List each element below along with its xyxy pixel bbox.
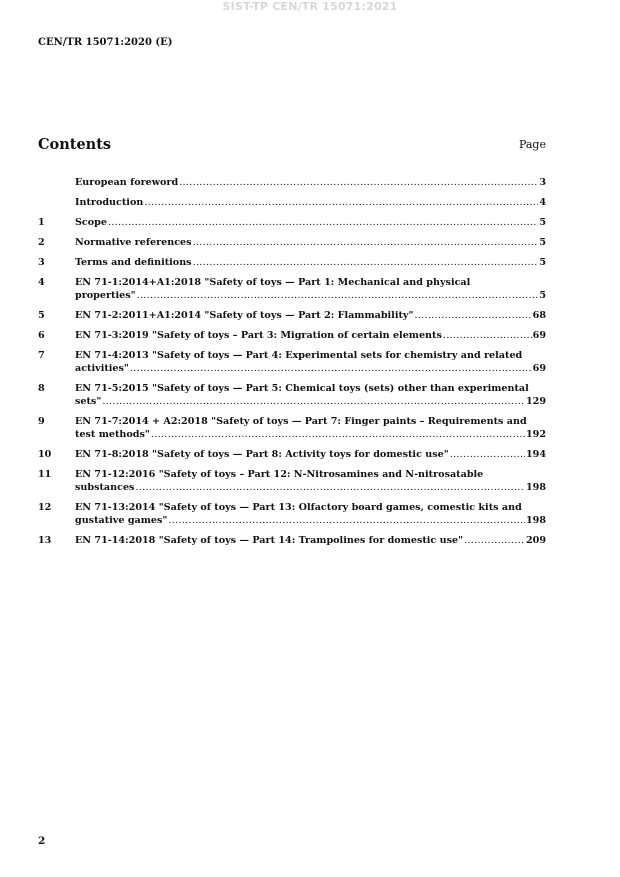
toc-title: Introduction xyxy=(75,197,144,208)
toc-title-line: EN 71-7:2014 + A2:2018 "Safety of toys — Part 7: Finger paints – Requirements and xyxy=(75,416,527,427)
leader-dots xyxy=(137,289,539,302)
leader-dots xyxy=(443,329,532,342)
toc-title-line: EN 71-4:2013 "Safety of toys — Part 4: Experimental sets for chemistry and related xyxy=(75,350,523,361)
toc-entry-en71-8[interactable] xyxy=(38,448,546,461)
toc-number: 3 xyxy=(38,257,45,268)
leader-dots xyxy=(193,256,539,269)
leader-dots xyxy=(108,216,538,229)
toc-number: 1 xyxy=(38,217,45,228)
toc-entry-en71-4[interactable] xyxy=(38,349,546,375)
toc-number: 10 xyxy=(38,449,52,460)
toc-page: 198 xyxy=(525,515,546,526)
toc-entry-introduction[interactable] xyxy=(38,196,546,209)
toc-number: 12 xyxy=(38,502,52,513)
toc-page: 4 xyxy=(539,197,546,208)
toc-page: 5 xyxy=(539,237,546,248)
toc-entry-en71-7[interactable] xyxy=(38,415,546,441)
toc-entry-en71-5[interactable] xyxy=(38,382,546,408)
toc-title: activities" xyxy=(75,363,129,374)
toc-page: 68 xyxy=(532,310,546,321)
leader-dots xyxy=(135,481,525,494)
toc-number: 4 xyxy=(38,277,45,288)
toc-title: Terms and definitions xyxy=(75,257,192,268)
toc-number: 11 xyxy=(38,469,52,480)
toc-entry-en71-2[interactable] xyxy=(38,309,546,322)
toc-title-line: EN 71-1:2014+A1:2018 "Safety of toys — Part 1: Mechanical and physical xyxy=(75,277,471,288)
toc-page: 69 xyxy=(532,363,546,374)
toc-page: 192 xyxy=(525,429,546,440)
table-of-contents xyxy=(38,176,546,554)
toc-entry-en71-14[interactable] xyxy=(38,534,546,547)
toc-entry-en71-13[interactable] xyxy=(38,501,546,527)
toc-entry-terms-and-definitions[interactable] xyxy=(38,256,546,269)
toc-title-line: EN 71-13:2014 "Safety of toys — Part 13: Olfactory board games, comestic kits and xyxy=(75,502,522,513)
toc-title: test methods" xyxy=(75,429,150,440)
toc-number xyxy=(38,176,75,189)
toc-title: EN 71-8:2018 "Safety of toys — Part 8: Activity toys for domestic use" xyxy=(75,449,449,460)
toc-entry-en71-3[interactable] xyxy=(38,329,546,342)
leader-dots xyxy=(464,534,525,547)
leader-dots xyxy=(168,514,525,527)
leader-dots xyxy=(144,196,538,209)
toc-page: 129 xyxy=(525,396,546,407)
toc-page: 69 xyxy=(532,330,546,341)
leader-dots xyxy=(151,428,525,441)
leader-dots xyxy=(193,236,539,249)
leader-dots xyxy=(414,309,531,322)
toc-title: substances xyxy=(75,482,135,493)
toc-title: EN 71-2:2011+A1:2014 "Safety of toys — Part 2: Flammability" xyxy=(75,310,414,321)
page-number: 2 xyxy=(38,835,46,847)
toc-entry-scope[interactable] xyxy=(38,216,546,229)
toc-title: Normative references xyxy=(75,237,192,248)
toc-title: gustative games" xyxy=(75,515,168,526)
leader-dots xyxy=(130,362,532,375)
toc-title-line: EN 71-5:2015 "Safety of toys — Part 5: Chemical toys (sets) other than experimental xyxy=(75,383,529,394)
toc-page: 209 xyxy=(525,535,546,546)
toc-title: Scope xyxy=(75,217,107,228)
toc-page: 5 xyxy=(539,217,546,228)
toc-title: properties" xyxy=(75,290,136,301)
toc-number: 9 xyxy=(38,416,45,427)
toc-number: 5 xyxy=(38,310,45,321)
toc-page: 5 xyxy=(539,257,546,268)
toc-page: 194 xyxy=(525,449,546,460)
toc-title: EN 71-14:2018 "Safety of toys — Part 14: Trampolines for domestic use" xyxy=(75,535,464,546)
leader-dots xyxy=(450,448,525,461)
toc-entry-en71-1[interactable] xyxy=(38,276,546,302)
toc-title: sets" xyxy=(75,396,102,407)
toc-title-line: EN 71-12:2016 "Safety of toys – Part 12: N-Nitrosamines and N-nitrosatable xyxy=(75,469,484,480)
toc-entry-normative-references[interactable] xyxy=(38,236,546,249)
toc-number: 8 xyxy=(38,383,45,394)
toc-page: 198 xyxy=(525,482,546,493)
toc-title: EN 71-3:2019 "Safety of toys – Part 3: Migration of certain elements xyxy=(75,330,442,341)
toc-number: 6 xyxy=(38,330,45,341)
toc-title: European foreword xyxy=(75,177,179,188)
document-id: CEN/TR 15071:2020 (E) xyxy=(38,37,173,48)
toc-number: 7 xyxy=(38,350,45,361)
watermark: SIST-TP CEN/TR 15071:2021 xyxy=(222,0,398,13)
toc-entry-european-foreword[interactable] xyxy=(38,176,546,189)
toc-entry-en71-12[interactable] xyxy=(38,468,546,494)
toc-page: 3 xyxy=(539,177,546,188)
toc-number: 2 xyxy=(38,237,45,248)
toc-page: 5 xyxy=(539,290,546,301)
leader-dots xyxy=(102,395,525,408)
toc-number: 13 xyxy=(38,535,52,546)
leader-dots xyxy=(179,176,538,189)
toc-number xyxy=(38,196,75,209)
contents-title: Contents xyxy=(38,136,112,153)
page-column-label: Page xyxy=(518,138,546,151)
